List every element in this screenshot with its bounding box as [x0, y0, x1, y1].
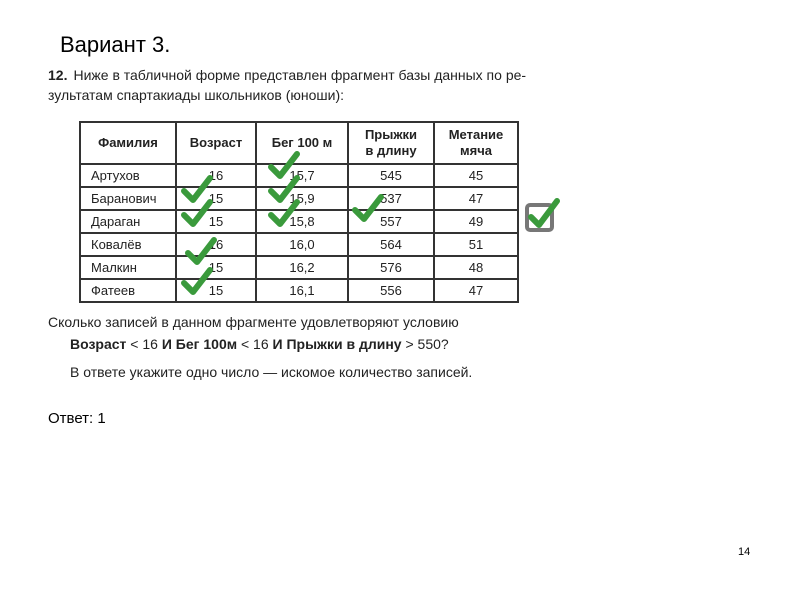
problem-number: 12. — [48, 67, 68, 83]
checkmark-icon — [181, 198, 213, 228]
table-row — [80, 279, 518, 302]
cell-jump: 564 — [348, 233, 434, 256]
cell-jump: 545 — [348, 164, 434, 187]
cell-surname: Ковалёв — [80, 233, 176, 256]
slide-title: Вариант 3. — [60, 32, 171, 57]
cell-throw: 48 — [434, 256, 518, 279]
problem-text-line1: Ниже в табличной форме представлен фрагмент базы данных по ре- — [73, 67, 527, 83]
cell-surname: Дараган — [80, 210, 176, 233]
question-condition — [70, 334, 449, 354]
answer-instruction: В ответе укажите одно число — искомое количество записей. — [70, 364, 473, 380]
cell-run: 16,2 — [256, 256, 348, 279]
table-row — [80, 256, 518, 279]
cell-jump: 576 — [348, 256, 434, 279]
condition-op: < 16 — [237, 336, 273, 352]
condition-op: > 550? — [401, 336, 449, 352]
cell-run: 15,7 — [256, 164, 348, 187]
condition-field-age: Возраст — [70, 336, 127, 352]
checkmark-icon — [185, 236, 217, 266]
cell-run: 15,9 — [256, 187, 348, 210]
checkmark-icon — [181, 266, 213, 296]
cell-surname: Малкин — [80, 256, 176, 279]
condition-op: < 16 — [126, 336, 162, 352]
cell-surname: Фатеев — [80, 279, 176, 302]
cell-surname: Артухов — [80, 164, 176, 187]
cell-run: 16,1 — [256, 279, 348, 302]
cell-throw: 47 — [434, 279, 518, 302]
cell-jump: 557 — [348, 210, 434, 233]
cell-run: 16,0 — [256, 233, 348, 256]
cell-throw: 51 — [434, 233, 518, 256]
cell-age: 15 — [176, 279, 256, 302]
cell-jump: 537 — [348, 187, 434, 210]
cell-throw: 45 — [434, 164, 518, 187]
problem-text-line2: зультатам спартакиады школьников (юноши): — [48, 87, 345, 103]
header-ball-throw: Метание мяча — [434, 122, 518, 164]
cell-run: 15,8 — [256, 210, 348, 233]
checkmark-icon — [268, 198, 300, 228]
checked-box-icon — [524, 197, 560, 233]
page-number: 14 — [738, 546, 751, 558]
condition-field-jump: Прыжки в длину — [282, 336, 402, 352]
cell-age: 15 — [176, 256, 256, 279]
header-run-100m: Бег 100 м — [256, 122, 348, 164]
cell-throw: 47 — [434, 187, 518, 210]
answer-text: Ответ: 1 — [48, 410, 106, 427]
header-surname: Фамилия — [80, 122, 176, 164]
condition-and: И — [161, 336, 172, 352]
checkmark-icon — [352, 193, 384, 223]
condition-and: И — [272, 336, 283, 352]
header-long-jump: Прыжки в длину — [348, 122, 434, 164]
cell-age: 16 — [176, 233, 256, 256]
condition-field-run: Бег 100м — [171, 336, 238, 352]
header-age: Возраст — [176, 122, 256, 164]
cell-age: 15 — [176, 210, 256, 233]
cell-jump: 556 — [348, 279, 434, 302]
question-text: Сколько записей в данном фрагменте удовлетворяют условию — [48, 314, 459, 330]
table-row — [80, 233, 518, 256]
problem-statement — [48, 65, 568, 105]
cell-surname: Баранович — [80, 187, 176, 210]
cell-throw: 49 — [434, 210, 518, 233]
cell-age: 15 — [176, 187, 256, 210]
cell-age: 16 — [176, 164, 256, 187]
